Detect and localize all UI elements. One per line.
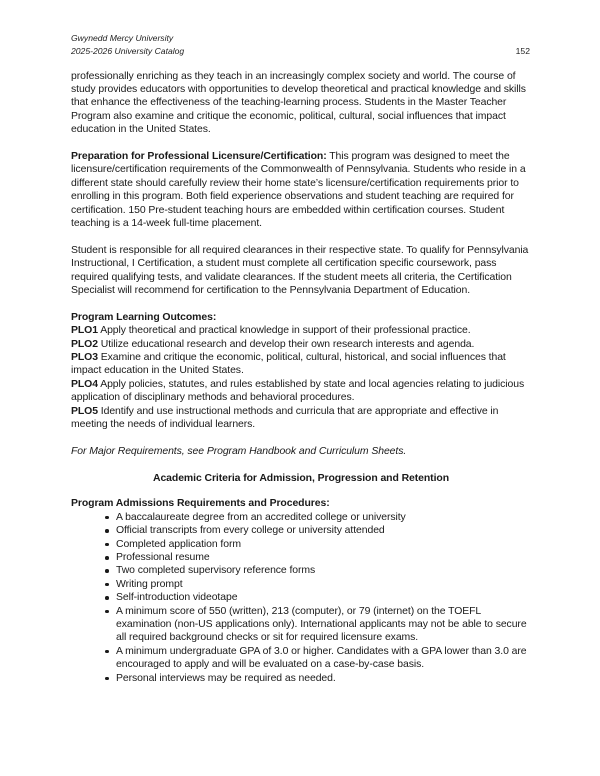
list-item-text: A minimum undergraduate GPA of 3.0 or higher. Candidates with a GPA lower than 3.0 are encouraged to apply and will be evaluated on a case-by-case basis. [116,645,527,671]
institution-name: Gwynedd Mercy University [71,33,174,43]
list-item [116,538,531,551]
outcome-code: PLO4 [71,378,98,390]
major-requirements-note: For Major Requirements, see Program Handbook and Curriculum Sheets. [71,445,407,457]
intro-paragraph: professionally enriching as they teach in an increasingly complex society and world. The course of study provides educators with opportunities to develop theoretical and practical knowledge and skills that enhance the effectiveness of the teaching-learning process. Students in the Master Teacher Program also examine and critique the economic, political, cultural, social influences that impact education in the United States. [71,70,526,136]
licensure-paragraph [71,150,531,230]
outcomes-heading-text: Program Learning Outcomes: [71,311,217,323]
catalog-title: 2025-2026 University Catalog [71,45,185,56]
requirements-list [71,511,531,685]
page-header [71,32,530,57]
outcome-text: Examine and critique the economic, political, cultural, historical, and social influences that impact education in the United States. [71,351,506,377]
bullet-icon [105,596,109,600]
list-item [116,605,531,645]
outcome-item [71,378,531,405]
licensure-label: Preparation for Professional Licensure/Certification: [71,150,327,162]
list-item [116,672,531,685]
bullet-icon [105,610,109,614]
outcomes-heading [71,311,531,324]
bullet-icon [105,569,109,573]
outcome-item [71,338,531,351]
bullet-icon [105,543,109,547]
outcome-code: PLO1 [71,325,98,337]
list-item [116,511,531,524]
page-content [71,70,531,686]
list-item [116,645,531,672]
list-item-text: Writing prompt [116,578,183,590]
clearances-paragraph: Student is responsible for all required clearances in their respective state. To qualify for Pennsylvania Instructional, I Certification, a student must complete all certification specific coursework, pass required qualifying tests, and validate clearances. If the student meets all criteria, the Certification Specialist will recommend for certification to the Pennsylvania Department of Education. [71,244,529,296]
outcome-item [71,324,531,337]
outcome-item [71,405,531,432]
list-item-text: Self-introduction videotape [116,592,238,604]
outcome-text: Utilize educational research and develop their own research interests and agenda. [97,338,475,350]
list-item-text: Professional resume [116,552,210,564]
section-heading: Academic Criteria for Admission, Progression and Retention [153,472,449,484]
outcome-text: Apply theoretical and practical knowledge in support of their professional practice. [97,325,471,337]
list-item-text: Completed application form [116,538,241,550]
outcome-text: Identify and use instructional methods and curricula that are appropriate and effective in meeting the needs of individual learners. [71,405,499,431]
outcome-text: Apply policies, statutes, and rules established by state and local agencies relating to judicious application of disciplinary methods and behavioral procedures. [71,378,525,404]
program-learning-outcomes [71,311,531,432]
admissions-subheading: Program Admissions Requirements and Procedures: [71,498,330,510]
bullet-icon [105,556,109,560]
list-item-text: Two completed supervisory reference forms [116,565,316,577]
list-item-text: A minimum score of 550 (written), 213 (computer), or 79 (internet) on the TOEFL examination (non-US applications only). International applicants may not be able to secure all required background checks or sit for required licensure exams. [116,605,527,644]
outcome-code: PLO2 [71,338,98,350]
page-number: 152 [515,45,530,56]
list-item [116,591,531,604]
list-item [116,578,531,591]
bullet-icon [105,529,109,533]
list-item [116,551,531,564]
outcome-item [71,351,531,378]
outcome-code: PLO5 [71,405,98,417]
list-item [116,524,531,537]
bullet-icon [105,516,109,520]
bullet-icon [105,650,109,654]
list-item-text: A baccalaureate degree from an accredited college or university [116,511,406,523]
bullet-icon [105,677,109,681]
bullet-icon [105,583,109,587]
list-item-text: Personal interviews may be required as needed. [116,672,336,684]
outcome-code: PLO3 [71,351,98,363]
list-item [116,564,531,577]
licensure-text: This program was designed to meet the licensure/certification requirements of the Commonwealth of Pennsylvania. Students who reside in a different state should carefully review their home state’s licensure/certification requirements prior to enrolling in this program. Both field experience observations and student teaching are required for certification. 150 Pre-student teaching hours are embedded within certification courses. Student teaching is a 14-week full-time placement. [71,150,526,229]
list-item-text: Official transcripts from every college or university attended [116,525,385,537]
